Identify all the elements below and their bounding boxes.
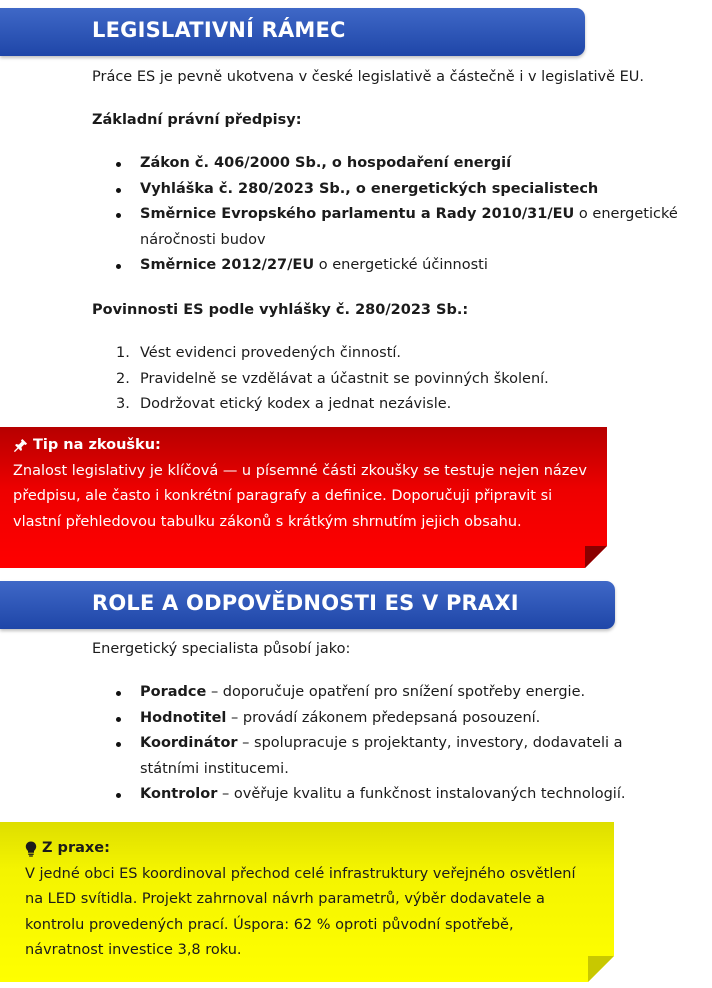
subheading-duties: Povinnosti ES podle vyhlášky č. 280/2023 Sb.: xyxy=(92,302,469,318)
roles-list xyxy=(92,680,702,808)
list-item: Koordinátor – spolupracuje s projektanty, investory, dodavateli a státními institucemi. xyxy=(92,731,680,782)
list-item: 3. Dodržovat etický kodex a jednat nezávisle. xyxy=(116,396,452,412)
list-item: Hodnotitel – provádí zákonem předepsaná posouzení. xyxy=(92,706,702,732)
list-item: Vyhláška č. 280/2023 Sb., o energetických specialistech xyxy=(92,177,702,203)
intro-paragraph: Energetický specialista působí jako: xyxy=(92,641,351,657)
subheading-laws: Základní právní předpisy: xyxy=(92,112,302,128)
list-item: Směrnice 2012/27/EU o energetické účinnosti xyxy=(92,253,702,279)
section-title: LEGISLATIVNÍ RÁMEC xyxy=(92,18,346,42)
list-item: Poradce – doporučuje opatření pro snížení spotřeby energie. xyxy=(92,680,702,706)
page-curl-shade xyxy=(585,546,607,568)
practice-title: Z praxe: xyxy=(42,840,110,856)
duties-list xyxy=(92,341,702,418)
list-item: 2. Pravidelně se vzdělávat a účastnit se povinných školení. xyxy=(116,370,549,387)
lightbulb-icon xyxy=(25,841,37,857)
pushpin-icon xyxy=(13,438,28,453)
practice-body: V jedné obci ES koordinoval přechod celé infrastruktury veřejného osvětlení na LED svítidla. Projekt zahrnoval návrh parametrů, výběr dodavatele a kontrolu provedených prací. Úspora: 62 % oproti původní spotřebě, návratnost investice 3,8 roku. xyxy=(25,865,576,958)
laws-list xyxy=(92,151,702,279)
section-title: ROLE A ODPOVĚDNOSTI ES V PRAXI xyxy=(92,591,519,615)
list-item: 1. Vést evidenci provedených činností. xyxy=(116,345,402,361)
tip-body: Znalost legislativy je klíčová — u písemné části zkoušky se testuje nejen název předpisu, ale často i konkrétní paragrafy a definice. Doporučuji připravit si vlastní přehledovou tabulku zákonů s krátkým shrnutím jejich obsahu. xyxy=(13,462,587,530)
page-curl-shade xyxy=(588,956,614,982)
exam-tip-box xyxy=(0,427,607,568)
list-item: Směrnice Evropského parlamentu a Rady 2010/31/EU o energetické náročnosti budov xyxy=(92,202,702,253)
list-item: Kontrolor – ověřuje kvalitu a funkčnost instalovaných technologií. xyxy=(92,782,702,808)
intro-paragraph: Práce ES je pevně ukotvena v české legislativě a částečně i v legislativě EU. xyxy=(92,69,645,85)
list-item: Zákon č. 406/2000 Sb., o hospodaření energií xyxy=(92,151,702,177)
section-header-roles xyxy=(0,581,615,629)
tip-title: Tip na zkoušku: xyxy=(33,437,161,453)
practice-example-box xyxy=(0,822,614,982)
section-header-legislation xyxy=(0,8,585,56)
